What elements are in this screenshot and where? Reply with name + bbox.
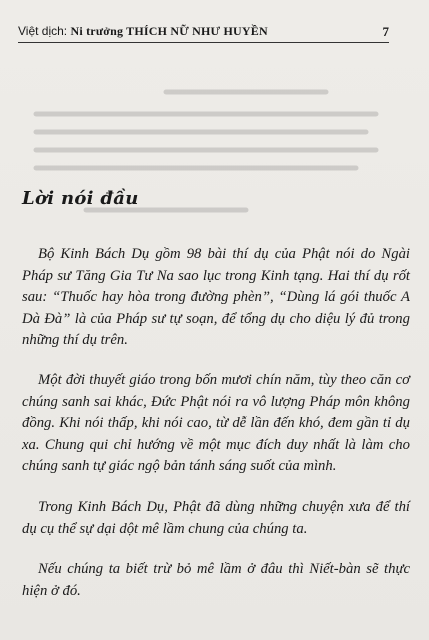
- paragraph: Trong Kinh Bách Dụ, Phật đã dùng những chuyện xưa để thí dụ cụ thể sự dại dột mê lầm chung của chúng ta.: [22, 499, 410, 537]
- header-translator-line: [18, 24, 268, 39]
- paragraph: Nếu chúng ta biết trừ bỏ mê lầm ở đâu thì Niết-bàn sẽ thực hiện ở đó.: [22, 561, 410, 599]
- header-translator: Ni trưởng THÍCH NỮ NHƯ HUYỀN: [70, 24, 268, 38]
- paragraph: Bộ Kinh Bách Dụ gồm 98 bài thí dụ của Phật nói do Ngài Pháp sư Tăng Gia Tư Na sao lục trong Kinh tạng. Hai thí dụ rốt sau: “Thuốc hay hòa trong đường phèn”, “Dùng lá gói thuốc A Dà Đà” là của Pháp sư tự soạn, để tổng dụ cho diệu lý đủ trong những thí dụ trên.: [22, 246, 410, 349]
- paragraph: Một đời thuyết giáo trong bốn mươi chín năm, tùy theo căn cơ chúng sanh sai khác, Đức Phật nói ra vô lượng Pháp môn không đồng. Khi nói thấp, khi nói cao, từ dễ lần đến khó, đem gần tỉ dụ xa. Chung qui chỉ hướng về một mục đích duy nhất là làm cho chúng sanh tự giác ngộ bản tánh sáng suốt của mình.: [22, 372, 410, 475]
- header-prefix: Việt dịch:: [18, 24, 68, 38]
- section-title: Lời nói đầu: [22, 188, 139, 209]
- running-header: [18, 14, 389, 43]
- page-number: 7: [382, 24, 389, 39]
